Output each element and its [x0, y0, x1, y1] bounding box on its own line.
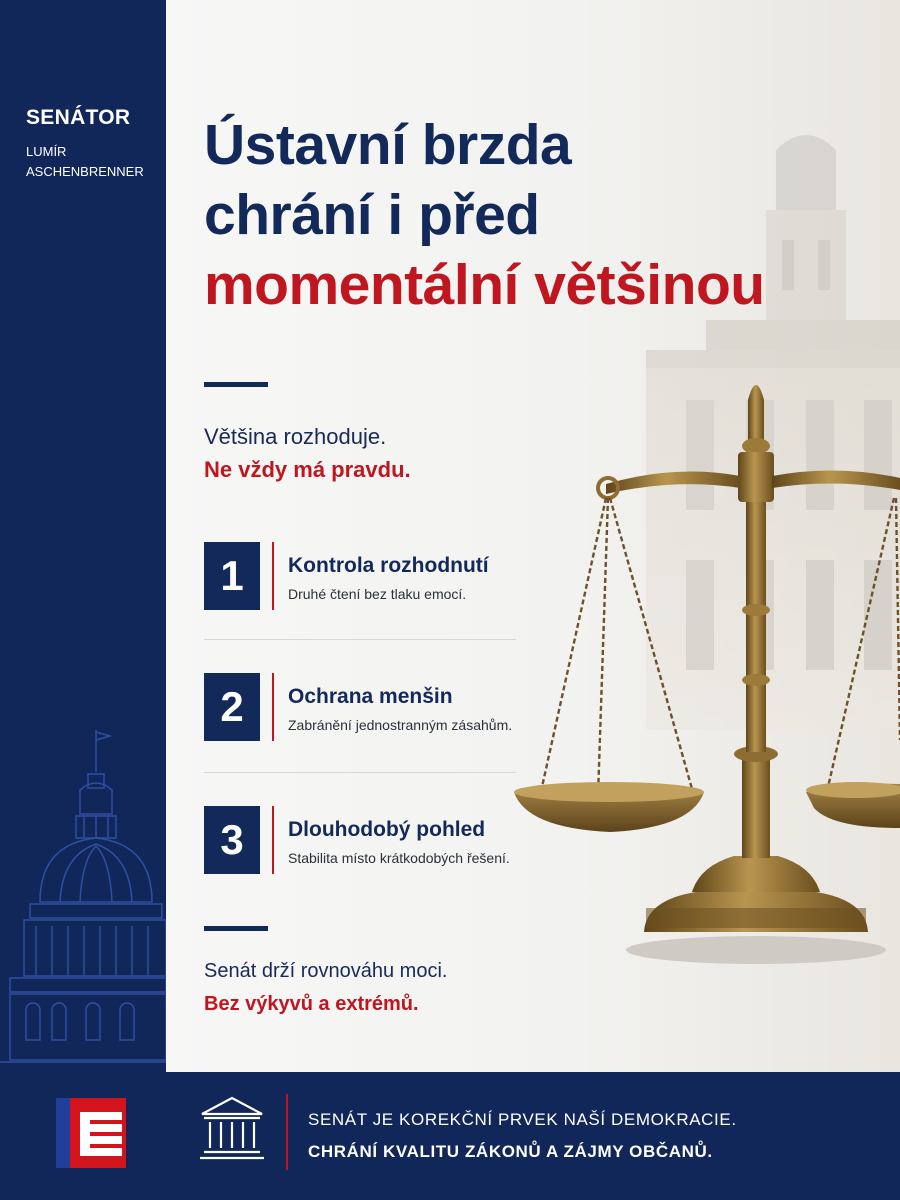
point-desc-2: Zabránění jednostranným zásahům. [288, 717, 513, 733]
senator-title: SENÁTOR [26, 106, 131, 129]
justice-scale-image [496, 360, 900, 980]
point-desc-3: Stabilita místo krátkodobých řešení. [288, 850, 510, 866]
accent-rule-top [204, 382, 268, 387]
point-divider [204, 639, 516, 640]
footer-emphasis: CHRÁNÍ KVALITU ZÁKONŮ A ZÁJMY OBČANŮ. [308, 1142, 713, 1161]
point-desc-1: Druhé čtení bez tlaku emocí. [288, 586, 467, 602]
point-number-2: 2 [204, 673, 260, 741]
headline-line-2: chrání i před [204, 183, 540, 248]
point-title-2: Ochrana menšin [288, 685, 453, 708]
point-accent-bar [272, 673, 274, 741]
point-title-3: Dlouhodobý pohled [288, 818, 486, 841]
point-divider [204, 772, 516, 773]
lead-emphasis: Ne vždy má pravdu. [204, 457, 411, 482]
sidebar [0, 0, 166, 1072]
closing-emphasis: Bez výkyvů a extrémů. [204, 993, 419, 1015]
headline-line-1: Ústavní brzda [204, 113, 572, 177]
point-number-3: 3 [204, 806, 260, 874]
point-accent-bar [272, 806, 274, 874]
accent-rule-bottom [204, 926, 268, 931]
senator-last-name: ASCHENBRENNER [26, 164, 144, 179]
senator-first-name: LUMÍR [26, 144, 67, 159]
capitol-dome-illustration [0, 720, 166, 1072]
point-title-1: Kontrola rozhodnutí [288, 554, 489, 577]
senator-name [26, 142, 144, 182]
headline-line-3: momentální většinou [204, 253, 765, 318]
closing-statement: Senát drží rovnováhu moci. [204, 960, 448, 982]
point-number-1: 1 [204, 542, 260, 610]
main-panel [166, 0, 900, 1072]
party-logo-icon [56, 1098, 126, 1168]
headline [204, 110, 765, 320]
point-accent-bar [272, 542, 274, 610]
institution-building-icon [198, 1094, 266, 1162]
point-item-2 [204, 673, 518, 743]
footer-bar [0, 1072, 900, 1200]
point-item-1 [204, 542, 518, 612]
point-item-3 [204, 806, 518, 876]
footer-statement: SENÁT JE KOREKČNÍ PRVEK NAŠÍ DEMOKRACIE. [308, 1110, 737, 1129]
lead-statement: Většina rozhoduje. [204, 424, 387, 449]
footer-accent-bar [286, 1094, 288, 1170]
